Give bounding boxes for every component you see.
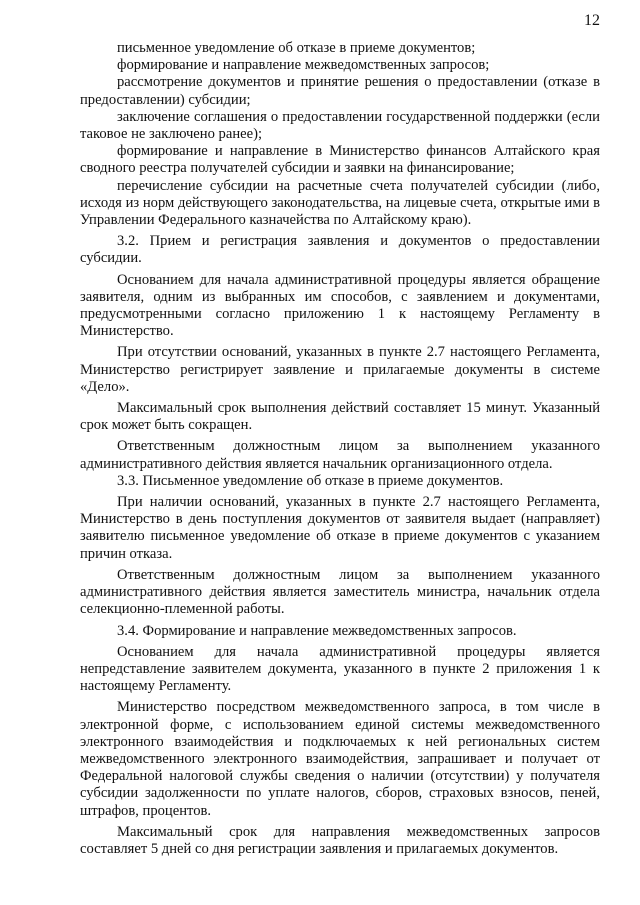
- paragraph: формирование и направление в Министерство финансов Алтайского края сводного реестра получателей субсидии и заявки на финансирование;: [80, 143, 600, 177]
- paragraph: письменное уведомление об отказе в приеме документов;: [117, 40, 476, 56]
- paragraph: перечисление субсидии на расчетные счета получателей субсидии (либо, исходя из норм действующего законодательства, на лицевые счета, открытые ими в Управлении Федерального казначейства по Алтайскому краю).: [80, 177, 600, 229]
- paragraph: Максимальный срок для направления межведомственных запросов составляет 5 дней со дня регистрации заявления и прилагаемых документов.: [80, 823, 600, 857]
- section-heading: 3.4. Формирование и направление межведомственных запросов.: [117, 622, 517, 639]
- page-number: 12: [584, 12, 600, 29]
- paragraph: формирование и направление межведомственных запросов;: [117, 57, 490, 74]
- document-body: [80, 40, 600, 858]
- paragraph: Министерство посредством межведомственного запроса, в том числе в электронной форме, с использованием единой системы межведомственного электронного взаимодействия и подключаемых к ней региональных систем межведомственного электронного взаимодействия, запрашивает и получает от Федеральной налоговой службы сведения о наличии (отсутствии) у получателя субсидии задолженности по уплате налогов, сборов, страховых взносов, пеней, штрафов, процентов.: [80, 699, 600, 819]
- paragraph: заключение соглашения о предоставлении государственной поддержки (если таковое не заключено ранее);: [80, 108, 600, 143]
- paragraph: Основанием для начала административной процедуры является непредставление заявителем документа, указанного в пункте 2 приложения 1 к настоящему Регламенту.: [80, 643, 600, 695]
- paragraph: Ответственным должностным лицом за выполнением указанного административного действия является заместитель министра, начальник отдела селекционно-племенной работы.: [80, 566, 600, 618]
- paragraph: Ответственным должностным лицом за выполнением указанного административного действия является начальник организационного отдела.: [80, 438, 600, 472]
- paragraph: При отсутствии оснований, указанных в пункте 2.7 настоящего Регламента, Министерство регистрирует заявление и прилагаемые документы в системе «Дело».: [80, 344, 600, 395]
- paragraph: Основанием для начала административной процедуры является обращение заявителя, одним из выбранных им способов, с заявлением и документами, предусмотренными согласно приложению 1 к настоящему Регламенту в Министерство.: [80, 271, 600, 340]
- paragraph: Максимальный срок выполнения действий составляет 15 минут. Указанный срок может быть сокращен.: [80, 400, 600, 434]
- paragraph: рассмотрение документов и принятие решения о предоставлении (отказе в предоставлении) субсидии;: [80, 74, 600, 108]
- section-heading: 3.3. Письменное уведомление об отказе в приеме документов.: [117, 472, 504, 489]
- paragraph: При наличии оснований, указанных в пункте 2.7 настоящего Регламента, Министерство в день поступления документов от заявителя выдает (направляет) заявителю письменное уведомление об отказе в приеме документов с указанием причин отказа.: [80, 494, 600, 562]
- section-heading: 3.2. Прием и регистрация заявления и документов о предоставлении субсидии.: [80, 233, 600, 267]
